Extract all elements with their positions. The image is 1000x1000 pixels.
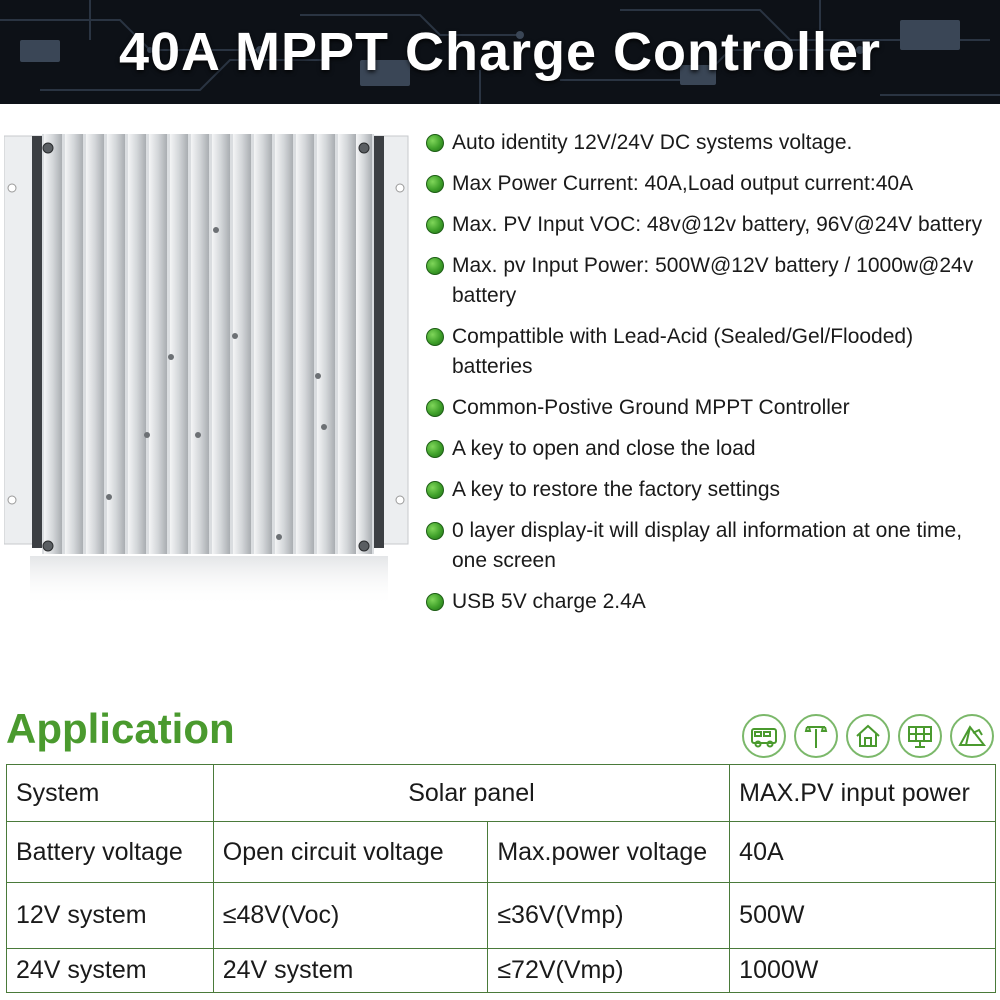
list-item: Max. pv Input Power: 500W@12V battery / 1000w@24v battery xyxy=(426,251,996,311)
table-cell: Battery voltage xyxy=(7,822,214,883)
list-item: A key to open and close the load xyxy=(426,434,996,464)
rv-camper-icon xyxy=(742,714,786,758)
table-cell: System xyxy=(7,765,214,822)
bullet-icon xyxy=(426,134,444,152)
list-item: A key to restore the factory settings xyxy=(426,475,996,505)
table-cell: 1000W xyxy=(730,949,996,993)
bullet-icon xyxy=(426,175,444,193)
header-banner xyxy=(0,0,1000,104)
bullet-icon xyxy=(426,522,444,540)
table-cell: 24V system xyxy=(7,949,214,993)
bullet-icon xyxy=(426,440,444,458)
list-item: Compattible with Lead-Acid (Sealed/Gel/Flooded) batteries xyxy=(426,322,996,382)
list-item: USB 5V charge 2.4A xyxy=(426,587,996,617)
table-cell: Max.power voltage xyxy=(488,822,730,883)
bullet-icon xyxy=(426,216,444,234)
page-title: 40A MPPT Charge Controller xyxy=(118,22,882,82)
list-item: Auto identity 12V/24V DC systems voltage. xyxy=(426,128,996,158)
table-cell: MAX.PV input power xyxy=(730,765,996,822)
table-row xyxy=(7,765,996,822)
tent-icon xyxy=(950,714,994,758)
table-cell: ≤72V(Vmp) xyxy=(488,949,730,993)
list-item: Max Power Current: 40A,Load output current:40A xyxy=(426,169,996,199)
table-cell: Open circuit voltage xyxy=(213,822,488,883)
table-cell: ≤48V(Voc) xyxy=(213,883,488,949)
solar-panel-icon xyxy=(898,714,942,758)
bullet-icon xyxy=(426,481,444,499)
bullet-icon xyxy=(426,399,444,417)
table-row xyxy=(7,822,996,883)
application-icons xyxy=(742,714,994,758)
table-cell: 12V system xyxy=(7,883,214,949)
table-cell: 40A xyxy=(730,822,996,883)
table-row xyxy=(7,949,996,993)
list-item: 0 layer display-it will display all information at one time, one screen xyxy=(426,516,996,576)
application-heading: Application xyxy=(6,705,235,752)
feature-list xyxy=(426,128,996,628)
list-item: Common-Postive Ground MPPT Controller xyxy=(426,393,996,423)
table-row xyxy=(7,883,996,949)
table-cell: 500W xyxy=(730,883,996,949)
bullet-icon xyxy=(426,593,444,611)
table-cell: 24V system xyxy=(213,949,488,993)
list-item: Max. PV Input VOC: 48v@12v battery, 96V@24V battery xyxy=(426,210,996,240)
charge-controller-image xyxy=(4,130,412,610)
street-lamp-icon xyxy=(794,714,838,758)
spec-table xyxy=(6,764,996,993)
bullet-icon xyxy=(426,257,444,275)
home-icon xyxy=(846,714,890,758)
table-cell: ≤36V(Vmp) xyxy=(488,883,730,949)
table-cell: Solar panel xyxy=(213,765,729,822)
bullet-icon xyxy=(426,328,444,346)
